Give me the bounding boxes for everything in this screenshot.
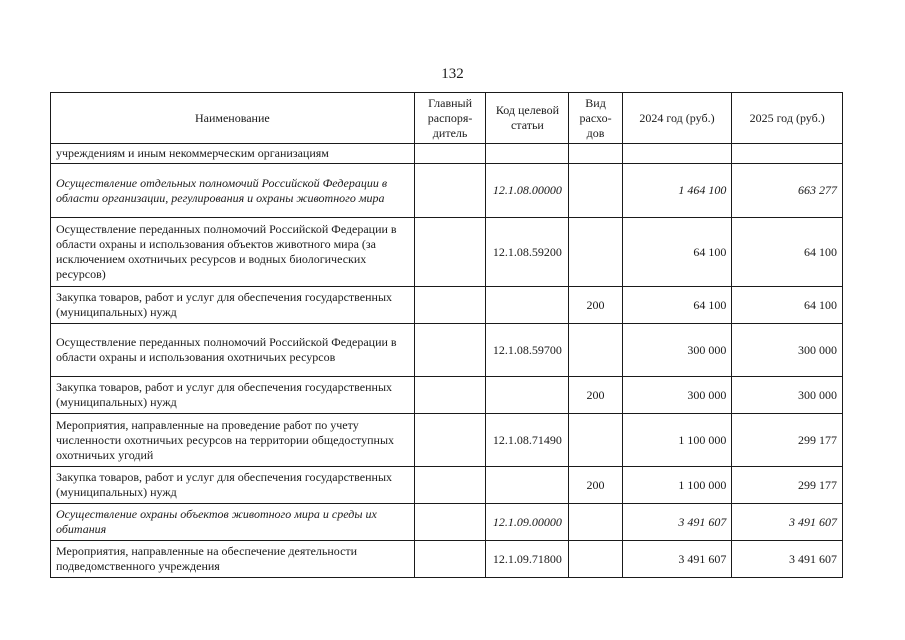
- cell-2025: 299 177: [732, 414, 843, 467]
- table-header-row: [51, 93, 843, 144]
- table-row: [51, 377, 843, 414]
- table-row: [51, 287, 843, 324]
- header-name: Наименование: [51, 93, 415, 144]
- cell-type: 200: [569, 467, 622, 504]
- cell-manager: [414, 414, 486, 467]
- cell-2025: 3 491 607: [732, 504, 843, 541]
- cell-type: [569, 164, 622, 218]
- table-row: [51, 164, 843, 218]
- table-row: [51, 324, 843, 377]
- cell-2024: 64 100: [622, 218, 732, 287]
- cell-type: 200: [569, 377, 622, 414]
- cell-manager: [414, 377, 486, 414]
- cell-2024: 1 100 000: [622, 414, 732, 467]
- cell-code: 12.1.08.71490: [486, 414, 569, 467]
- cell-2024: 64 100: [622, 287, 732, 324]
- cell-2025: 300 000: [732, 377, 843, 414]
- cell-2024: [622, 144, 732, 164]
- table-row: [51, 541, 843, 578]
- cell-2025: 64 100: [732, 218, 843, 287]
- budget-table: [50, 92, 843, 578]
- cell-name: Осуществление переданных полномочий Российской Федерации в области охраны и использования охотничьих ресурсов: [51, 324, 415, 377]
- header-manager: Главный распоря-дитель: [414, 93, 486, 144]
- cell-type: 200: [569, 287, 622, 324]
- cell-2024: 300 000: [622, 377, 732, 414]
- cell-2024: 300 000: [622, 324, 732, 377]
- cell-code: [486, 287, 569, 324]
- cell-code: [486, 144, 569, 164]
- cell-2025: 663 277: [732, 164, 843, 218]
- cell-type: [569, 541, 622, 578]
- cell-manager: [414, 467, 486, 504]
- cell-type: [569, 504, 622, 541]
- cell-name: Осуществление переданных полномочий Российской Федерации в области охраны и использования объектов животного мира (за исключением охотничьих ресурсов и водных биологических ресурсов): [51, 218, 415, 287]
- cell-2024: 1 100 000: [622, 467, 732, 504]
- cell-manager: [414, 218, 486, 287]
- cell-type: [569, 324, 622, 377]
- cell-name: Закупка товаров, работ и услуг для обеспечения государственных (муниципальных) нужд: [51, 377, 415, 414]
- header-2024: 2024 год (руб.): [622, 93, 732, 144]
- cell-code: [486, 467, 569, 504]
- cell-manager: [414, 144, 486, 164]
- header-2025: 2025 год (руб.): [732, 93, 843, 144]
- header-code: Код целевой статьи: [486, 93, 569, 144]
- cell-code: 12.1.08.59200: [486, 218, 569, 287]
- cell-code: 12.1.09.00000: [486, 504, 569, 541]
- cell-name: Мероприятия, направленные на обеспечение деятельности подведомственного учреждения: [51, 541, 415, 578]
- cell-name: Мероприятия, направленные на проведение работ по учету численности охотничьих ресурсов на территории общедоступных охотничьих угодий: [51, 414, 415, 467]
- table-row: [51, 414, 843, 467]
- cell-2025: [732, 144, 843, 164]
- table-body: [51, 144, 843, 578]
- cell-2025: 3 491 607: [732, 541, 843, 578]
- cell-2024: 1 464 100: [622, 164, 732, 218]
- cell-manager: [414, 324, 486, 377]
- cell-type: [569, 144, 622, 164]
- cell-type: [569, 414, 622, 467]
- cell-name: Осуществление охраны объектов животного мира и среды их обитания: [51, 504, 415, 541]
- cell-manager: [414, 287, 486, 324]
- table-row: [51, 218, 843, 287]
- table-row: [51, 144, 843, 164]
- page-number: 132: [441, 66, 464, 82]
- cell-2025: 299 177: [732, 467, 843, 504]
- cell-manager: [414, 164, 486, 218]
- header-type: Вид расхо-дов: [569, 93, 622, 144]
- cell-code: 12.1.09.71800: [486, 541, 569, 578]
- cell-2024: 3 491 607: [622, 504, 732, 541]
- cell-code: 12.1.08.00000: [486, 164, 569, 218]
- cell-name: Закупка товаров, работ и услуг для обеспечения государственных (муниципальных) нужд: [51, 287, 415, 324]
- cell-type: [569, 218, 622, 287]
- cell-2025: 64 100: [732, 287, 843, 324]
- cell-2024: 3 491 607: [622, 541, 732, 578]
- table-row: [51, 504, 843, 541]
- cell-manager: [414, 504, 486, 541]
- cell-2025: 300 000: [732, 324, 843, 377]
- cell-code: [486, 377, 569, 414]
- cell-code: 12.1.08.59700: [486, 324, 569, 377]
- table-row: [51, 467, 843, 504]
- cell-name: Закупка товаров, работ и услуг для обеспечения государственных (муниципальных) нужд: [51, 467, 415, 504]
- cell-manager: [414, 541, 486, 578]
- cell-name: учреждениям и иным некоммерческим организациям: [51, 144, 415, 164]
- cell-name: Осуществление отдельных полномочий Российской Федерации в области организации, регулирования и охраны животного мира: [51, 164, 415, 218]
